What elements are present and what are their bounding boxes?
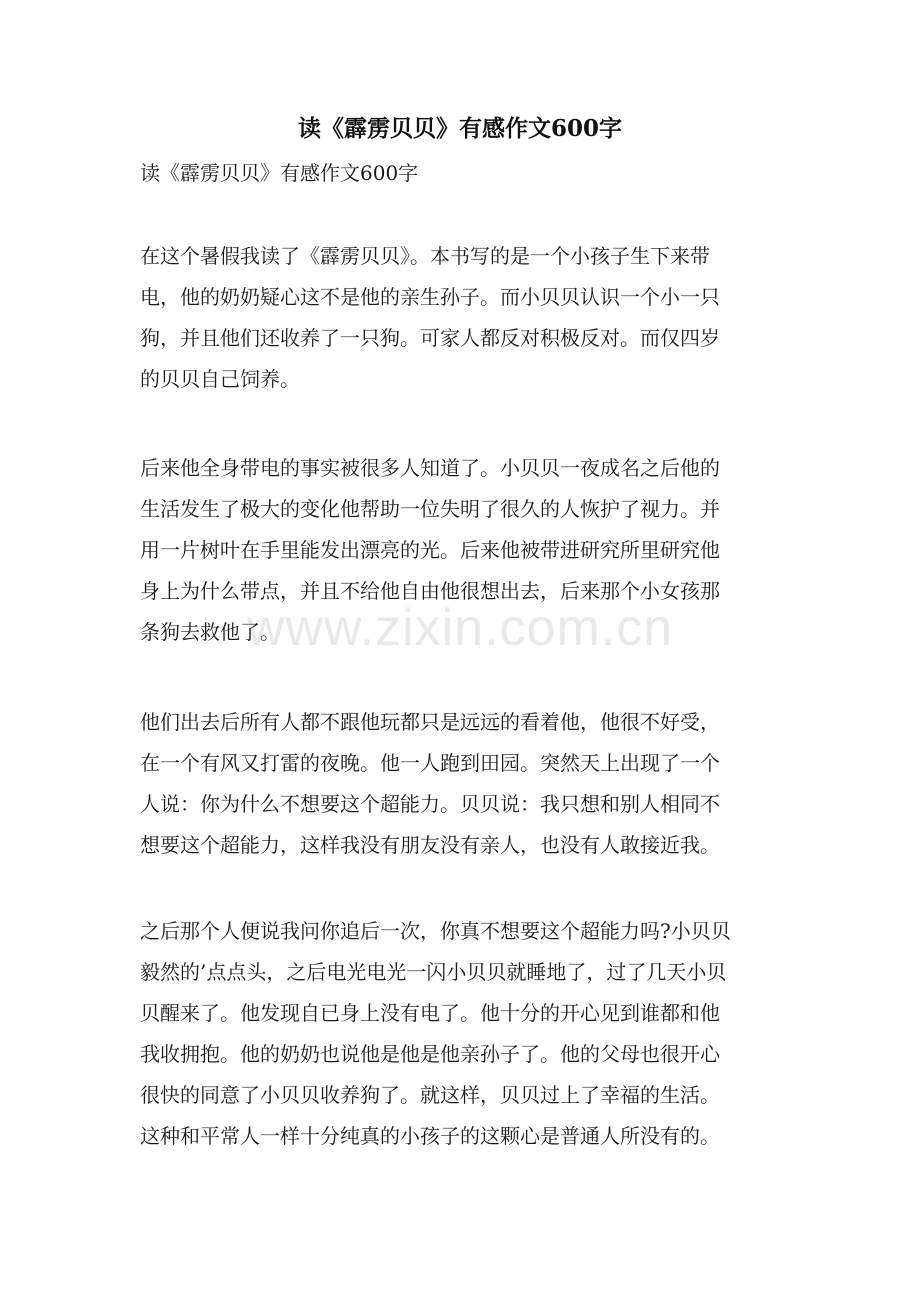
paragraph-line: 电，他的奶奶疑心这不是他的亲生孙子。而小贝贝认识一个小一只 xyxy=(140,285,720,309)
paragraph-line: 毅然的’点点头，之后电光电光一闪小贝贝就睡地了，过了几天小贝 xyxy=(140,960,727,984)
paragraph-line: 后来他全身带电的事实被很多人知道了。小贝贝一夜成名之后他的 xyxy=(140,456,720,480)
paragraph-line: 身上为什么带点，并且不给他自由他很想出去，后来那个小女孩那 xyxy=(140,579,720,603)
paragraph-line: 想要这个超能力，这样我没有朋友没有亲人，也没有人敢接近我。 xyxy=(140,833,720,857)
paragraph-line: 条狗去救他了。 xyxy=(140,620,280,644)
paragraph-line: 我收拥抱。他的奶奶也说他是他是他亲孙子了。他的父母也很开心 xyxy=(140,1042,720,1066)
paragraph-line: 之后那个人便说我问你追后一次，你真不想要这个超能力吗?小贝贝 xyxy=(140,919,731,943)
watermark: www.zixin.com.cn xyxy=(246,599,674,657)
paragraph-line: 生活发生了极大的变化他帮助一位失明了很久的人恢护了视力。并 xyxy=(140,497,720,521)
paragraph-line: 在这个暑假我读了《霹雳贝贝》。本书写的是一个小孩子生下来带 xyxy=(140,244,710,268)
paragraph-3 xyxy=(140,702,790,866)
paragraph-line: 用一片树叶在手里能发出漂亮的光。后来他被带进研究所里研究他 xyxy=(140,538,720,562)
paragraph-line: 他们出去后所有人都不跟他玩都只是远远的看着他，他很不好受， xyxy=(140,710,720,734)
document-title: 读《霹雳贝贝》有感作文600字 xyxy=(297,115,622,142)
paragraph-4 xyxy=(140,911,790,1157)
paragraph-line: 人说：你为什么不想要这个超能力。贝贝说：我只想和别人相同不 xyxy=(140,792,720,816)
paragraph-line: 很快的同意了小贝贝收养狗了。就这样，贝贝过上了幸福的生活。 xyxy=(140,1083,720,1107)
paragraph-line: 狗，并且他们还收养了一只狗。可家人都反对积极反对。而仅四岁 xyxy=(140,326,720,350)
paragraph-1 xyxy=(140,236,790,400)
paragraph-line: 在一个有风又打雷的夜晚。他一人跑到田园。突然天上出现了一个 xyxy=(140,751,720,775)
paragraph-line: 的贝贝自己饲养。 xyxy=(140,367,300,391)
document-subtitle: 读《霹雳贝贝》有感作文600字 xyxy=(140,161,419,185)
paragraph-line: 这种和平常人一样十分纯真的小孩子的这颗心是普通人所没有的。 xyxy=(140,1124,720,1148)
paragraph-line: 贝醒来了。他发现自已身上没有电了。他十分的开心见到谁都和他 xyxy=(140,1001,720,1025)
paragraph-2 xyxy=(140,448,790,653)
